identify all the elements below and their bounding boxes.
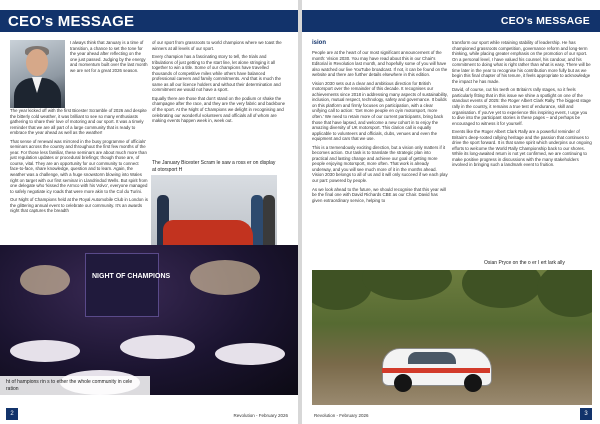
right-footer-text: Revolution - February 2026 xyxy=(314,413,369,418)
right-page-number: 3 xyxy=(580,408,592,420)
left-page-number: 2 xyxy=(6,408,18,420)
paragraph: Every champion has a fascinating story to tell, the trials and tribulations of just getting to the start line, let alone stringing it all together to win a title. Some of our champions have travelled thousands of competitive miles while others have balanced professional careers and family commitments. And that is much the same as all our licence holders and without their determination and commitment we would not have a sport. xyxy=(152,54,281,93)
left-col2-body xyxy=(152,40,288,127)
section-heading: ision xyxy=(312,40,327,46)
awards-night-photo xyxy=(0,245,298,395)
paragraph: As we look ahead to the future, we should recognise that this year will be the final one with David Richards CBE as our Chair. David has given extraordinary service, helping to xyxy=(312,186,447,203)
left-header-title: CEO's MESSAGE xyxy=(8,13,135,30)
paragraph: Our Night of Champions held at the Royal Automobile Club in London is the glittering annual event to celebrate our community. It's an awards night that captures the breadth xyxy=(10,197,148,214)
paragraph: This is a tremendously exciting direction, but a vision only matters if it becomes action. Our task is to translate the strategic plan into practical and lasting change and achieve our goal of getting more people enjoying motorsport, more often. That work is already underway, and you will see much more of it in the months ahead. Vision 2030 belongs to all of us and it will only succeed if we each play our part: powered by people. xyxy=(312,144,448,184)
left-footer-text: Revolution - February 2026 xyxy=(233,413,288,418)
screen-text: NIGHT OF CHAMPIONS xyxy=(92,273,171,280)
right-col1-body xyxy=(312,40,448,206)
left-header-bar xyxy=(0,10,298,32)
car-caption: The January Bicester Scram le saw a ross er on display at otorsport H xyxy=(152,160,276,173)
left-col1-body xyxy=(10,108,148,217)
event-caption: ht of hampions rin s to ether the whole community in cele ration xyxy=(6,379,133,392)
paragraph: transform our sport while retaining stability of leadership. He has championed grassroots competition, governance reform and long-term thinking, while placing greater emphasis on the promotion of our sport. On a personal level, I have valued his counsel, his candour, and his commitment to doing what is right rather than what is easy. There will be time later in the year to recognise his contribution more fully but as we begin this final chapter of his tenure, it feels appropriate to acknowledge the impact he has made. xyxy=(452,40,591,84)
paragraph: Vision 2030 sets out a clear and ambitious direction for British motorsport over the remainder of this decade. It recognises our achievements since 2018 in addressing many aspects of sustainability, inclusion, mutual respect, technology, safety and governance. It builds on this platform and firmly focuses on participation, with a clear unifying call to action: 'Get more people en oyin motorsport, more often.' We need to retain more of our current participants, bring back those that have lapsed, and welcome a new cohort in to enjoy the amazing diversity of UK motorsport. This clarion call is equally applicable to volunteers and officials, clubs, venues and even the equipment and cars that we use. xyxy=(312,80,448,142)
rally-caption: Osian Pryce on the o er I ert lark ally xyxy=(484,260,565,266)
right-header-bar xyxy=(302,10,600,32)
intro-paragraph: I always think that January is a time of transition, a chance to set the tone for the year ahead after reflecting on the one just passed. Judging by the energy and momentum built over the last month we are set for a great 2026 season. xyxy=(70,40,148,73)
ceo-portrait xyxy=(10,40,65,108)
right-col2-body xyxy=(452,40,592,171)
paragraph: of our sport from grassroots to world champions where we toast the winners at all levels of our sport. xyxy=(152,40,282,51)
right-page xyxy=(302,0,600,424)
rally-car-photo xyxy=(312,270,592,405)
paragraph: David, of course, cut his teeth on Britain's rally stages, so it feels particularly fitting that in this issue we shine a spotlight on one of the standout events of 2025: the Roger Albert Clark Rally. The biggest stage rally in the country, it remains a true test of endurance, skill and organisation. If you've yet to experience this inspiring event, I urge you to dive into the participant stories in these pages – and perhaps be encouraged to witness it for yourself. xyxy=(452,87,591,126)
paragraph: People are at the heart of our most significant announcement of the month: Vision 2030. You may have read about this in our Chair's Editorial in Revolution last month, and hopefully some of you will have also watched our live YouTube broadcast. If not, it can be found on the website and there are further details elsewhere in this edition. xyxy=(312,50,448,78)
paragraph: Events like the Roger Albert Clark Rally are a powerful reminder of Britain's deep-rooted rallying heritage and the passion that continues to drive the sport forward. It is that same spirit which underpins our ongoing efforts to welcome the World Rally Championship back to our shores. While its long-awaited return is not yet confirmed, we are continuing to make positive progress in discussions with the many stakeholders involved in bringing such a landmark event to fruition. xyxy=(452,129,592,168)
left-col1-intro xyxy=(70,40,148,76)
paragraph: That sense of renewal was mirrored in the busy programme of officials' seminars across the country and throughout the first few months of the year. For those less familiar, these seminars are about much more than just regulation updates or procedural briefings; though those are, of course, vital. They are an opportunity for our community to connect face-to-face, share knowledge, question and to learn. Again, the weather was a challenge, with a huge snowstorm blowing into Wales right on target with our first seminar in Llandrindod Wells. But spirit from one delegate who 'kissed the Armco with his Volvo', everyone managed to safely negotiate icy roads that were more akin to the Col du Turini. xyxy=(10,138,148,194)
paragraph: The year kicked off with the first Bicester Scramble of 2026 and despite the bitterly cold weather, it was brilliant to see so many enthusiasts gathering to share their love of motoring and our sport. It was a timely reminder that we are all part of a large community that is ready to embrace the year ahead as well as the weather! xyxy=(10,108,147,136)
left-page xyxy=(0,0,298,424)
right-header-title: CEO's MESSAGE xyxy=(500,15,590,27)
paragraph: Equally there are those that don't stand on the podium or shake the champagne after the race, and they are the very fabric and backbone of the sport. At the Night of Champions we delight in recognising and celebrating our wonderful volunteers and officials all of whom are making events happen week in, week out. xyxy=(152,95,286,124)
